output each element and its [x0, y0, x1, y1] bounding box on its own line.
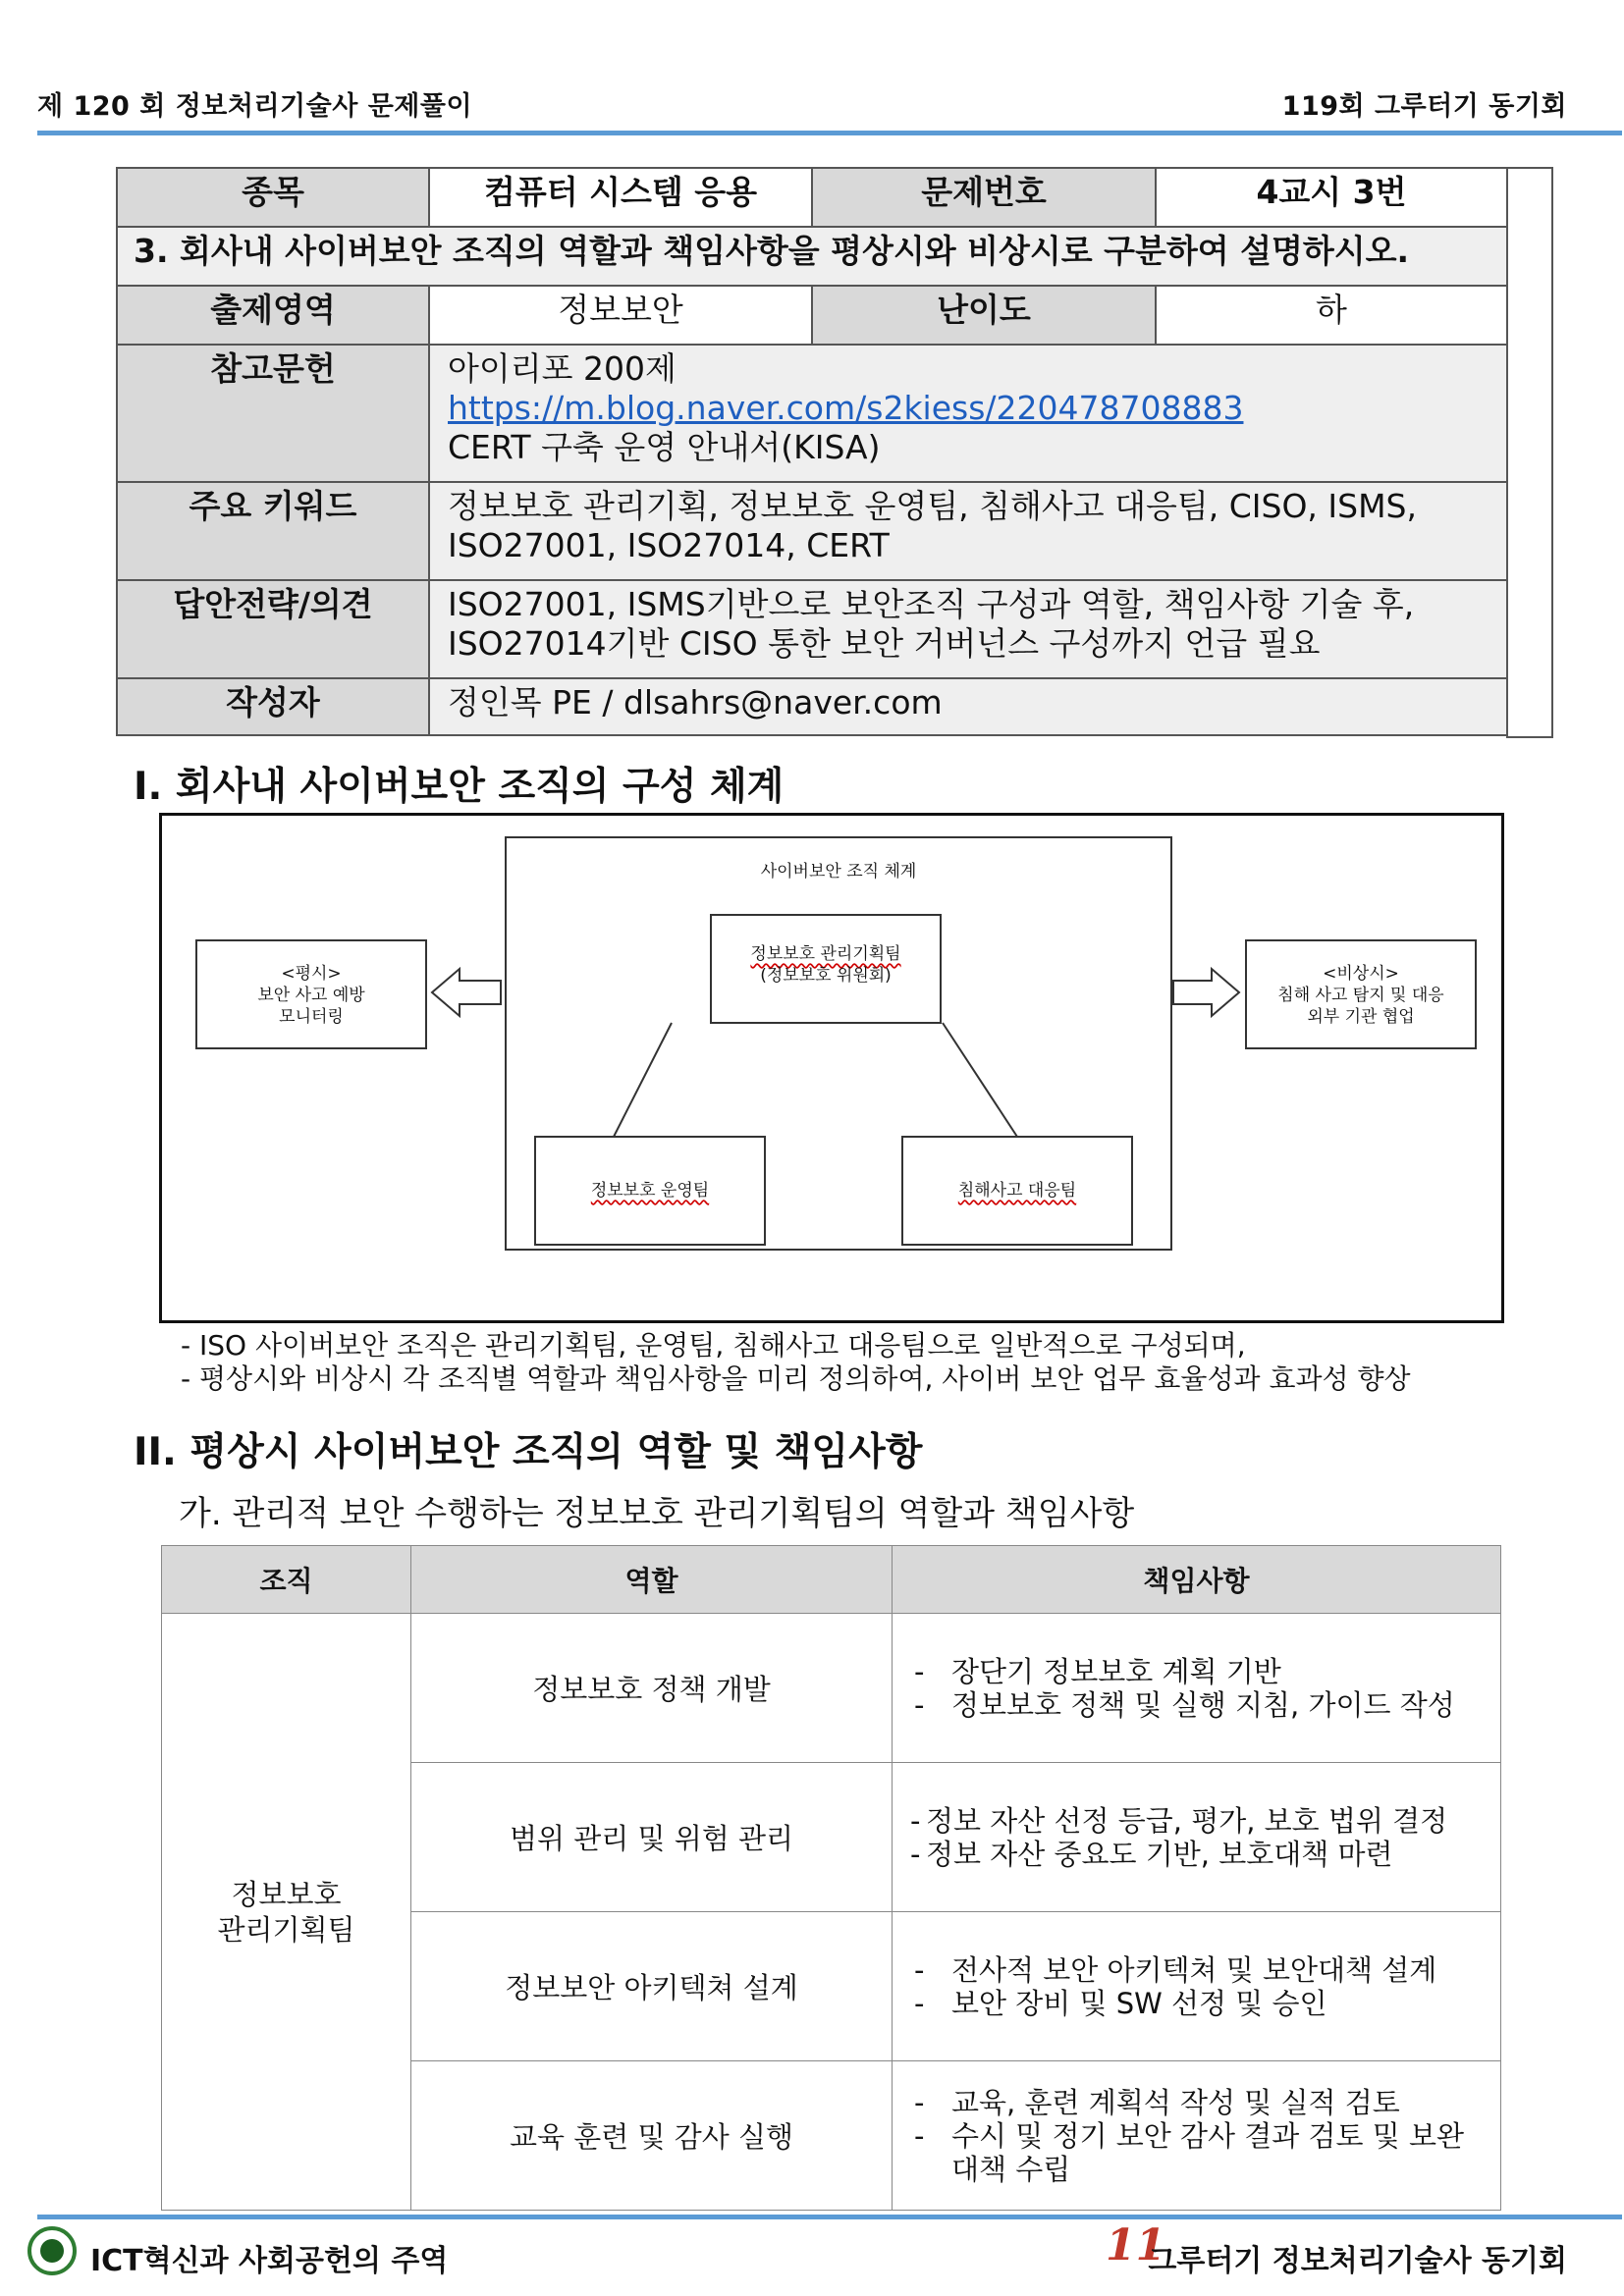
- section-1-title: I. 회사내 사이버보안 조직의 구성 체계: [134, 765, 785, 809]
- org-cell: [162, 1614, 411, 2211]
- keywords-line-1: 정보보호 관리기획, 정보보호 운영팀, 침해사고 대응팀, CISO, ISMS,: [448, 487, 1417, 525]
- emergency-line-1: <비상시>: [1323, 964, 1399, 984]
- connector-right: [943, 1023, 1017, 1137]
- difficulty-label: 난이도: [812, 286, 1156, 345]
- header-divider: [37, 131, 1622, 135]
- reference-book: 아이리포 200제: [448, 349, 677, 388]
- connector-left: [614, 1023, 672, 1137]
- top-box-line-1: 정보보호 관리기획팀: [750, 944, 901, 964]
- col-header-role: 역할: [411, 1546, 893, 1614]
- keywords-value: [429, 482, 1507, 580]
- table-row-resp: [893, 1912, 1501, 2061]
- col-header-resp: 책임사항: [893, 1546, 1501, 1614]
- keywords-line-2: ISO27001, ISO27014, CERT: [448, 526, 890, 564]
- resp-item: - 수시 및 정기 보안 감사 결과 검토 및 보완 대책 수립: [910, 2119, 1499, 2186]
- strategy-value: [429, 580, 1507, 678]
- reference-guide: CERT 구축 운영 안내서(KISA): [448, 428, 881, 466]
- subject-value: 컴퓨터 시스템 응용: [429, 168, 812, 227]
- header-right-title: 119회 그루터기 동기회: [1281, 91, 1567, 122]
- question-info-table: [116, 167, 1508, 736]
- emergency-line-3: 외부 기관 협업: [1307, 1007, 1415, 1027]
- diagram-graphics: [162, 816, 1501, 1320]
- area-value: 정보보안: [429, 286, 812, 345]
- resp-item: - 교육, 훈련 계획석 작성 및 실적 검토: [910, 2086, 1499, 2119]
- author-value: 정인목 PE / dlsahrs@naver.com: [429, 678, 1507, 735]
- table-row-resp: [893, 2061, 1501, 2211]
- question-text: 3. 회사내 사이버보안 조직의 역할과 책임사항을 평상시와 비상시로 구분하여 설명하시오.: [117, 227, 1507, 286]
- table-row-role: 범위 관리 및 위험 관리: [411, 1763, 893, 1912]
- question-number-value: 4교시 3번: [1156, 168, 1507, 227]
- top-box-line-2: (정보보호 위원회): [760, 966, 892, 986]
- roles-table: [161, 1545, 1501, 2211]
- gruteogi-logo-icon: 11: [1106, 2220, 1166, 2270]
- normal-line-3: 모니터링: [279, 1007, 344, 1027]
- emergency-line-2: 침해 사고 탐지 및 대응: [1277, 986, 1444, 1005]
- emergency-box-label: [1246, 963, 1476, 1028]
- table-row-role: 정보보호 정책 개발: [411, 1614, 893, 1763]
- org-structure-diagram: [159, 813, 1504, 1323]
- normal-line-1: <평시>: [281, 964, 342, 984]
- keywords-label: 주요 키워드: [117, 482, 429, 580]
- footer-right-text: 그루터기 정보처리기술사 동기회: [1148, 2244, 1567, 2278]
- reference-list: [429, 345, 1507, 482]
- strategy-label: 답안전략/의견: [117, 580, 429, 678]
- section-2-subtitle: 가. 관리적 보안 수행하는 정보보호 관리기획팀의 역할과 책임사항: [179, 1494, 1135, 1533]
- resp-item: - 정보 자산 중요도 기반, 보호대책 마련: [910, 1838, 1499, 1871]
- left-box-label: 정보보호 운영팀: [590, 1181, 710, 1201]
- diagram-frame-title: 사이버보안 조직 체계: [760, 862, 917, 881]
- strategy-line-1: ISO27001, ISMS기반으로 보안조직 구성과 역할, 책임사항 기술 후,: [448, 585, 1415, 623]
- subject-label: 종목: [117, 168, 429, 227]
- left-arrow: [432, 969, 501, 1016]
- reference-link[interactable]: https://m.blog.naver.com/s2kiess/220478708883: [448, 389, 1244, 427]
- table-row-role: 정보보안 아키텍쳐 설계: [411, 1912, 893, 2061]
- section-1-bullet-2: - 평상시와 비상시 각 조직별 역할과 책임사항을 미리 정의하여, 사이버 보안 업무 효율성과 효과성 향상: [181, 1362, 1411, 1395]
- normal-line-2: 보안 사고 예방: [257, 986, 365, 1005]
- header-left-title: 제 120 회 정보처리기술사 문제풀이: [37, 91, 473, 122]
- info-table-side-column: [1506, 167, 1553, 738]
- col-header-org: 조직: [162, 1546, 411, 1614]
- right-arrow: [1173, 969, 1239, 1016]
- org-line-2: 관리기획팀: [217, 1912, 355, 1947]
- resp-item: - 정보보호 정책 및 실행 지침, 가이드 작성: [910, 1688, 1499, 1722]
- ict-logo-icon: [27, 2226, 77, 2275]
- footer-left-text: ICT혁신과 사회공헌의 주역: [90, 2244, 449, 2278]
- normal-box-label: [196, 963, 426, 1028]
- author-label: 작성자: [117, 678, 429, 735]
- table-row-resp: [893, 1763, 1501, 1912]
- footer-divider: [37, 2215, 1622, 2219]
- resp-item: - 장단기 정보보호 계획 기반: [910, 1655, 1499, 1688]
- section-2-title: II. 평상시 사이버보안 조직의 역할 및 책임사항: [134, 1430, 923, 1474]
- resp-item: - 전사적 보안 아키텍쳐 및 보안대책 설계: [910, 1953, 1499, 1987]
- difficulty-value: 하: [1156, 286, 1507, 345]
- top-box-label: [711, 943, 941, 987]
- question-number-label: 문제번호: [812, 168, 1156, 227]
- area-label: 출제영역: [117, 286, 429, 345]
- resp-item: - 보안 장비 및 SW 선정 및 승인: [910, 1987, 1499, 2020]
- strategy-line-2: ISO27014기반 CISO 통한 보안 거버넌스 구성까지 언급 필요: [448, 624, 1321, 663]
- resp-item: - 정보 자산 선정 등급, 평가, 보호 법위 결정: [910, 1804, 1499, 1838]
- table-row-resp: [893, 1614, 1501, 1763]
- section-1-bullet-1: - ISO 사이버보안 조직은 관리기획팀, 운영팀, 침해사고 대응팀으로 일반적으로 구성되며,: [181, 1329, 1246, 1362]
- table-row-role: 교육 훈련 및 감사 실행: [411, 2061, 893, 2211]
- org-line-1: 정보보호: [231, 1877, 342, 1911]
- right-box-label: 침해사고 대응팀: [957, 1181, 1077, 1201]
- reference-label: 참고문헌: [117, 345, 429, 482]
